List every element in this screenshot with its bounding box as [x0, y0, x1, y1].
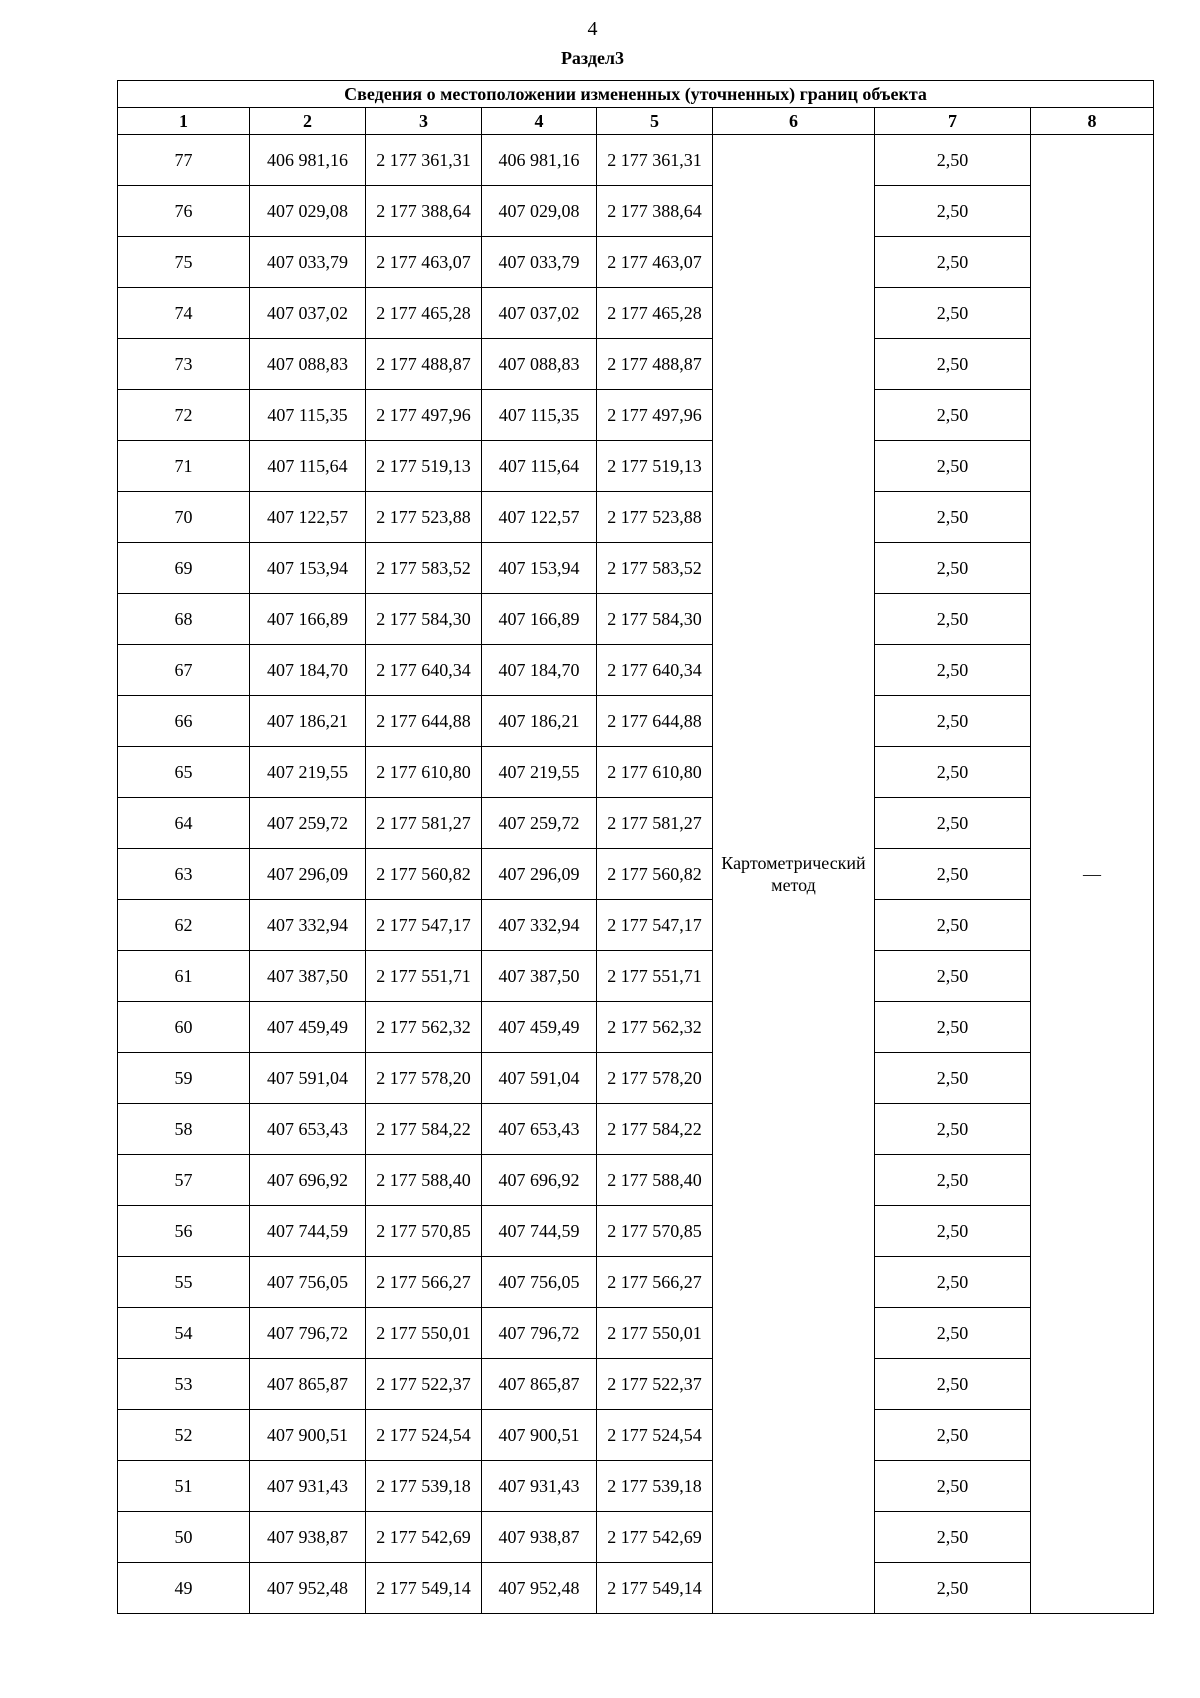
accuracy-cell: 2,50	[875, 849, 1031, 900]
existing-x-cell: 407 088,83	[250, 339, 366, 390]
existing-x-cell: 407 591,04	[250, 1053, 366, 1104]
point-number-cell: 62	[118, 900, 250, 951]
point-number-cell: 68	[118, 594, 250, 645]
existing-y-cell: 2 177 562,32	[366, 1002, 482, 1053]
point-number-cell: 49	[118, 1563, 250, 1614]
accuracy-cell: 2,50	[875, 237, 1031, 288]
point-number-cell: 61	[118, 951, 250, 1002]
accuracy-cell: 2,50	[875, 594, 1031, 645]
new-x-cell: 407 122,57	[482, 492, 597, 543]
new-y-cell: 2 177 463,07	[597, 237, 713, 288]
existing-y-cell: 2 177 465,28	[366, 288, 482, 339]
accuracy-cell: 2,50	[875, 1563, 1031, 1614]
table-row	[118, 543, 1154, 594]
table-row	[118, 645, 1154, 696]
point-number-cell: 74	[118, 288, 250, 339]
table-row	[118, 1257, 1154, 1308]
existing-x-cell: 407 952,48	[250, 1563, 366, 1614]
point-number-cell: 65	[118, 747, 250, 798]
accuracy-cell: 2,50	[875, 1359, 1031, 1410]
accuracy-cell: 2,50	[875, 339, 1031, 390]
point-number-cell: 63	[118, 849, 250, 900]
point-number-cell: 75	[118, 237, 250, 288]
existing-y-cell: 2 177 581,27	[366, 798, 482, 849]
existing-y-cell: 2 177 610,80	[366, 747, 482, 798]
existing-y-cell: 2 177 539,18	[366, 1461, 482, 1512]
new-y-cell: 2 177 523,88	[597, 492, 713, 543]
accuracy-cell: 2,50	[875, 1053, 1031, 1104]
table-row	[118, 798, 1154, 849]
table-row	[118, 849, 1154, 900]
new-x-cell: 407 029,08	[482, 186, 597, 237]
table-row	[118, 1461, 1154, 1512]
accuracy-cell: 2,50	[875, 1410, 1031, 1461]
column-number: 2	[250, 108, 366, 135]
column-number: 5	[597, 108, 713, 135]
table-row	[118, 1155, 1154, 1206]
existing-y-cell: 2 177 570,85	[366, 1206, 482, 1257]
new-y-cell: 2 177 578,20	[597, 1053, 713, 1104]
existing-y-cell: 2 177 578,20	[366, 1053, 482, 1104]
accuracy-cell: 2,50	[875, 441, 1031, 492]
accuracy-cell: 2,50	[875, 492, 1031, 543]
existing-y-cell: 2 177 550,01	[366, 1308, 482, 1359]
column-number-row	[118, 108, 1154, 135]
existing-x-cell: 407 387,50	[250, 951, 366, 1002]
accuracy-cell: 2,50	[875, 1155, 1031, 1206]
accuracy-cell: 2,50	[875, 798, 1031, 849]
existing-y-cell: 2 177 549,14	[366, 1563, 482, 1614]
accuracy-cell: 2,50	[875, 390, 1031, 441]
new-x-cell: 407 952,48	[482, 1563, 597, 1614]
accuracy-cell: 2,50	[875, 951, 1031, 1002]
new-y-cell: 2 177 539,18	[597, 1461, 713, 1512]
new-y-cell: 2 177 583,52	[597, 543, 713, 594]
new-y-cell: 2 177 551,71	[597, 951, 713, 1002]
table-row	[118, 696, 1154, 747]
existing-y-cell: 2 177 588,40	[366, 1155, 482, 1206]
new-y-cell: 2 177 488,87	[597, 339, 713, 390]
existing-x-cell: 407 931,43	[250, 1461, 366, 1512]
existing-x-cell: 407 744,59	[250, 1206, 366, 1257]
existing-x-cell: 407 219,55	[250, 747, 366, 798]
existing-x-cell: 407 756,05	[250, 1257, 366, 1308]
new-x-cell: 407 900,51	[482, 1410, 597, 1461]
existing-y-cell: 2 177 583,52	[366, 543, 482, 594]
existing-y-cell: 2 177 551,71	[366, 951, 482, 1002]
existing-y-cell: 2 177 542,69	[366, 1512, 482, 1563]
point-number-cell: 53	[118, 1359, 250, 1410]
column-number: 1	[118, 108, 250, 135]
new-y-cell: 2 177 361,31	[597, 135, 713, 186]
new-x-cell: 407 186,21	[482, 696, 597, 747]
existing-x-cell: 407 653,43	[250, 1104, 366, 1155]
existing-y-cell: 2 177 644,88	[366, 696, 482, 747]
table-row	[118, 339, 1154, 390]
existing-y-cell: 2 177 640,34	[366, 645, 482, 696]
new-x-cell: 407 459,49	[482, 1002, 597, 1053]
new-y-cell: 2 177 581,27	[597, 798, 713, 849]
point-number-cell: 64	[118, 798, 250, 849]
point-number-cell: 51	[118, 1461, 250, 1512]
note-cell: —	[1031, 135, 1154, 1614]
new-y-cell: 2 177 560,82	[597, 849, 713, 900]
new-x-cell: 407 088,83	[482, 339, 597, 390]
point-number-cell: 76	[118, 186, 250, 237]
new-x-cell: 407 931,43	[482, 1461, 597, 1512]
accuracy-cell: 2,50	[875, 186, 1031, 237]
accuracy-cell: 2,50	[875, 1257, 1031, 1308]
table-caption: Сведения о местоположении измененных (уточненных) границ объекта	[118, 81, 1154, 108]
existing-y-cell: 2 177 361,31	[366, 135, 482, 186]
coordinates-table	[117, 80, 1154, 1614]
table-row	[118, 186, 1154, 237]
accuracy-cell: 2,50	[875, 1206, 1031, 1257]
table-row	[118, 1359, 1154, 1410]
existing-x-cell: 407 459,49	[250, 1002, 366, 1053]
point-number-cell: 59	[118, 1053, 250, 1104]
existing-x-cell: 407 296,09	[250, 849, 366, 900]
table-row	[118, 390, 1154, 441]
existing-x-cell: 406 981,16	[250, 135, 366, 186]
existing-y-cell: 2 177 584,22	[366, 1104, 482, 1155]
table-row	[118, 1206, 1154, 1257]
existing-x-cell: 407 115,35	[250, 390, 366, 441]
accuracy-cell: 2,50	[875, 1512, 1031, 1563]
existing-x-cell: 407 938,87	[250, 1512, 366, 1563]
table-row	[118, 237, 1154, 288]
new-x-cell: 407 184,70	[482, 645, 597, 696]
existing-y-cell: 2 177 523,88	[366, 492, 482, 543]
point-number-cell: 67	[118, 645, 250, 696]
table-row	[118, 1410, 1154, 1461]
table-row	[118, 951, 1154, 1002]
new-y-cell: 2 177 644,88	[597, 696, 713, 747]
existing-x-cell: 407 153,94	[250, 543, 366, 594]
new-y-cell: 2 177 562,32	[597, 1002, 713, 1053]
point-number-cell: 57	[118, 1155, 250, 1206]
new-y-cell: 2 177 549,14	[597, 1563, 713, 1614]
new-y-cell: 2 177 588,40	[597, 1155, 713, 1206]
existing-y-cell: 2 177 566,27	[366, 1257, 482, 1308]
new-x-cell: 407 115,35	[482, 390, 597, 441]
column-number: 6	[713, 108, 875, 135]
new-x-cell: 406 981,16	[482, 135, 597, 186]
page-number: 4	[587, 18, 598, 40]
point-number-cell: 60	[118, 1002, 250, 1053]
point-number-cell: 69	[118, 543, 250, 594]
existing-y-cell: 2 177 488,87	[366, 339, 482, 390]
new-y-cell: 2 177 465,28	[597, 288, 713, 339]
new-x-cell: 407 865,87	[482, 1359, 597, 1410]
existing-y-cell: 2 177 524,54	[366, 1410, 482, 1461]
new-x-cell: 407 653,43	[482, 1104, 597, 1155]
new-x-cell: 407 387,50	[482, 951, 597, 1002]
new-y-cell: 2 177 584,22	[597, 1104, 713, 1155]
column-number: 3	[366, 108, 482, 135]
table-row	[118, 1563, 1154, 1614]
new-x-cell: 407 796,72	[482, 1308, 597, 1359]
accuracy-cell: 2,50	[875, 900, 1031, 951]
new-x-cell: 407 696,92	[482, 1155, 597, 1206]
new-x-cell: 407 756,05	[482, 1257, 597, 1308]
new-y-cell: 2 177 640,34	[597, 645, 713, 696]
point-number-cell: 73	[118, 339, 250, 390]
new-x-cell: 407 219,55	[482, 747, 597, 798]
point-number-cell: 55	[118, 1257, 250, 1308]
table-row	[118, 492, 1154, 543]
existing-x-cell: 407 029,08	[250, 186, 366, 237]
existing-x-cell: 407 332,94	[250, 900, 366, 951]
existing-x-cell: 407 796,72	[250, 1308, 366, 1359]
method-cell: Картометрический метод	[713, 135, 875, 1614]
existing-x-cell: 407 186,21	[250, 696, 366, 747]
accuracy-cell: 2,50	[875, 1002, 1031, 1053]
table-row	[118, 1512, 1154, 1563]
accuracy-cell: 2,50	[875, 1104, 1031, 1155]
column-number: 7	[875, 108, 1031, 135]
new-x-cell: 407 296,09	[482, 849, 597, 900]
table-row	[118, 1308, 1154, 1359]
new-x-cell: 407 938,87	[482, 1512, 597, 1563]
existing-x-cell: 407 122,57	[250, 492, 366, 543]
accuracy-cell: 2,50	[875, 135, 1031, 186]
new-y-cell: 2 177 566,27	[597, 1257, 713, 1308]
table-row	[118, 900, 1154, 951]
table-row	[118, 1053, 1154, 1104]
table-row	[118, 441, 1154, 492]
accuracy-cell: 2,50	[875, 543, 1031, 594]
section-title: Раздел3	[560, 48, 625, 68]
existing-x-cell: 407 184,70	[250, 645, 366, 696]
existing-y-cell: 2 177 463,07	[366, 237, 482, 288]
point-number-cell: 52	[118, 1410, 250, 1461]
existing-y-cell: 2 177 497,96	[366, 390, 482, 441]
new-y-cell: 2 177 388,64	[597, 186, 713, 237]
new-x-cell: 407 033,79	[482, 237, 597, 288]
existing-y-cell: 2 177 547,17	[366, 900, 482, 951]
new-y-cell: 2 177 610,80	[597, 747, 713, 798]
new-x-cell: 407 166,89	[482, 594, 597, 645]
new-y-cell: 2 177 584,30	[597, 594, 713, 645]
new-x-cell: 407 591,04	[482, 1053, 597, 1104]
new-y-cell: 2 177 519,13	[597, 441, 713, 492]
new-x-cell: 407 115,64	[482, 441, 597, 492]
existing-x-cell: 407 865,87	[250, 1359, 366, 1410]
accuracy-cell: 2,50	[875, 645, 1031, 696]
existing-x-cell: 407 037,02	[250, 288, 366, 339]
point-number-cell: 56	[118, 1206, 250, 1257]
accuracy-cell: 2,50	[875, 1461, 1031, 1512]
column-number: 8	[1031, 108, 1154, 135]
existing-x-cell: 407 696,92	[250, 1155, 366, 1206]
new-y-cell: 2 177 497,96	[597, 390, 713, 441]
new-x-cell: 407 332,94	[482, 900, 597, 951]
accuracy-cell: 2,50	[875, 747, 1031, 798]
new-x-cell: 407 153,94	[482, 543, 597, 594]
point-number-cell: 71	[118, 441, 250, 492]
existing-x-cell: 407 033,79	[250, 237, 366, 288]
point-number-cell: 77	[118, 135, 250, 186]
point-number-cell: 70	[118, 492, 250, 543]
point-number-cell: 72	[118, 390, 250, 441]
existing-x-cell: 407 115,64	[250, 441, 366, 492]
new-y-cell: 2 177 524,54	[597, 1410, 713, 1461]
table-row	[118, 135, 1154, 186]
point-number-cell: 50	[118, 1512, 250, 1563]
existing-x-cell: 407 900,51	[250, 1410, 366, 1461]
new-y-cell: 2 177 547,17	[597, 900, 713, 951]
new-y-cell: 2 177 522,37	[597, 1359, 713, 1410]
existing-x-cell: 407 259,72	[250, 798, 366, 849]
existing-x-cell: 407 166,89	[250, 594, 366, 645]
accuracy-cell: 2,50	[875, 696, 1031, 747]
new-y-cell: 2 177 542,69	[597, 1512, 713, 1563]
table-row	[118, 1104, 1154, 1155]
point-number-cell: 66	[118, 696, 250, 747]
existing-y-cell: 2 177 388,64	[366, 186, 482, 237]
new-x-cell: 407 259,72	[482, 798, 597, 849]
existing-y-cell: 2 177 522,37	[366, 1359, 482, 1410]
accuracy-cell: 2,50	[875, 1308, 1031, 1359]
new-y-cell: 2 177 550,01	[597, 1308, 713, 1359]
new-y-cell: 2 177 570,85	[597, 1206, 713, 1257]
new-x-cell: 407 744,59	[482, 1206, 597, 1257]
new-x-cell: 407 037,02	[482, 288, 597, 339]
point-number-cell: 58	[118, 1104, 250, 1155]
table-row	[118, 1002, 1154, 1053]
existing-y-cell: 2 177 560,82	[366, 849, 482, 900]
accuracy-cell: 2,50	[875, 288, 1031, 339]
existing-y-cell: 2 177 519,13	[366, 441, 482, 492]
existing-y-cell: 2 177 584,30	[366, 594, 482, 645]
table-row	[118, 747, 1154, 798]
column-number: 4	[482, 108, 597, 135]
point-number-cell: 54	[118, 1308, 250, 1359]
table-row	[118, 288, 1154, 339]
table-row	[118, 594, 1154, 645]
